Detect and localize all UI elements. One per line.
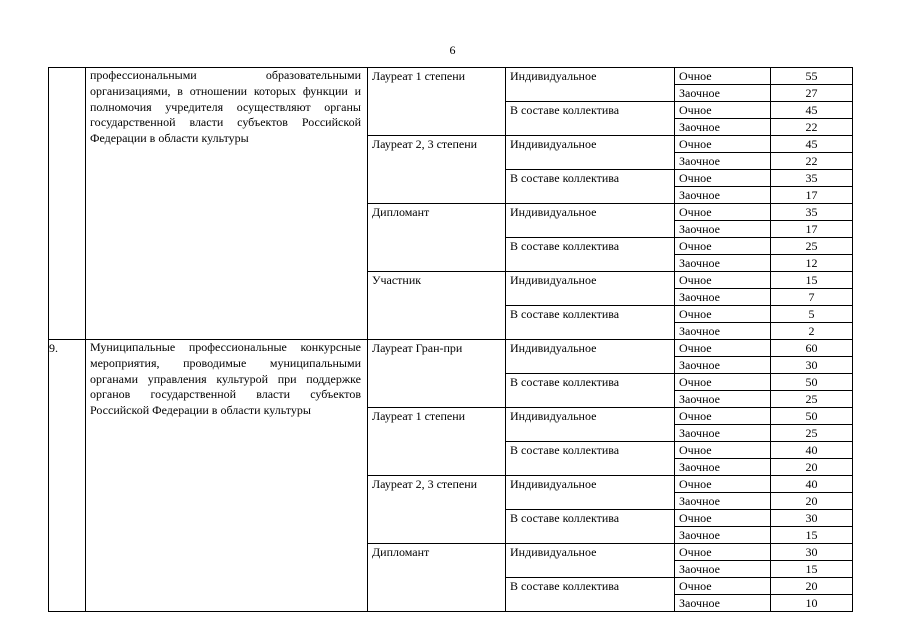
- participation-form: Заочное: [675, 493, 771, 510]
- participation-form: Очное: [675, 238, 771, 255]
- points-value: 40: [771, 442, 853, 459]
- points-value: 15: [771, 527, 853, 544]
- points-value: 25: [771, 425, 853, 442]
- participation-form: Очное: [675, 374, 771, 391]
- points-value: 45: [771, 102, 853, 119]
- participation-form: Заочное: [675, 119, 771, 136]
- participation-form: Заочное: [675, 221, 771, 238]
- participation-form: Очное: [675, 204, 771, 221]
- award-level: Дипломант: [368, 204, 506, 272]
- participation-form: Заочное: [675, 187, 771, 204]
- participation-form: Очное: [675, 170, 771, 187]
- table-row: [49, 340, 853, 357]
- points-value: 20: [771, 493, 853, 510]
- section-number: 9.: [49, 340, 86, 612]
- participation-form: Очное: [675, 510, 771, 527]
- participation-form: Заочное: [675, 323, 771, 340]
- points-value: 5: [771, 306, 853, 323]
- points-value: 25: [771, 391, 853, 408]
- points-value: 35: [771, 170, 853, 187]
- participation-form: Очное: [675, 442, 771, 459]
- participation-form: Очное: [675, 340, 771, 357]
- participation-form: Очное: [675, 68, 771, 85]
- participation-type: Индивидуальное: [506, 204, 675, 238]
- table-body: [49, 68, 853, 612]
- participation-type: Индивидуальное: [506, 544, 675, 578]
- participation-form: Заочное: [675, 561, 771, 578]
- participation-type: Индивидуальное: [506, 476, 675, 510]
- points-value: 17: [771, 221, 853, 238]
- participation-form: Заочное: [675, 153, 771, 170]
- participation-form: Очное: [675, 408, 771, 425]
- points-value: 50: [771, 374, 853, 391]
- points-value: 30: [771, 544, 853, 561]
- table-row: [49, 68, 853, 85]
- participation-type: Индивидуальное: [506, 272, 675, 306]
- section-description: профессиональными образовательными организациями, в отношении которых функции и полномочия учредителя осуществляют органы государственной власти субъектов Российской Федерации в области культуры: [86, 68, 368, 340]
- award-points-table: [48, 67, 853, 612]
- participation-type: В составе коллектива: [506, 510, 675, 544]
- participation-form: Очное: [675, 272, 771, 289]
- points-value: 17: [771, 187, 853, 204]
- points-value: 15: [771, 272, 853, 289]
- points-value: 30: [771, 357, 853, 374]
- points-value: 12: [771, 255, 853, 272]
- points-value: 20: [771, 578, 853, 595]
- section-description: Муниципальные профессиональные конкурсные мероприятия, проводимые муниципальными органами управления культурой при поддержке органов государственной власти субъектов Российской Федерации в области культуры: [86, 340, 368, 612]
- points-value: 40: [771, 476, 853, 493]
- points-value: 50: [771, 408, 853, 425]
- points-value: 45: [771, 136, 853, 153]
- section-number: [49, 68, 86, 340]
- participation-form: Заочное: [675, 425, 771, 442]
- participation-type: Индивидуальное: [506, 340, 675, 374]
- award-level: Лауреат Гран-при: [368, 340, 506, 408]
- award-level: Лауреат 1 степени: [368, 68, 506, 136]
- participation-type: В составе коллектива: [506, 578, 675, 612]
- participation-form: Заочное: [675, 255, 771, 272]
- points-value: 55: [771, 68, 853, 85]
- participation-form: Заочное: [675, 527, 771, 544]
- participation-type: Индивидуальное: [506, 68, 675, 102]
- points-value: 2: [771, 323, 853, 340]
- points-value: 30: [771, 510, 853, 527]
- points-value: 10: [771, 595, 853, 612]
- participation-form: Заочное: [675, 357, 771, 374]
- points-value: 22: [771, 119, 853, 136]
- participation-form: Очное: [675, 578, 771, 595]
- participation-type: В составе коллектива: [506, 238, 675, 272]
- participation-type: Индивидуальное: [506, 136, 675, 170]
- award-level: Лауреат 1 степени: [368, 408, 506, 476]
- award-level: Дипломант: [368, 544, 506, 612]
- participation-form: Очное: [675, 544, 771, 561]
- participation-form: Заочное: [675, 595, 771, 612]
- participation-type: В составе коллектива: [506, 442, 675, 476]
- participation-form: Очное: [675, 476, 771, 493]
- points-value: 20: [771, 459, 853, 476]
- participation-form: Заочное: [675, 459, 771, 476]
- participation-form: Заочное: [675, 85, 771, 102]
- participation-type: В составе коллектива: [506, 374, 675, 408]
- award-level: Участник: [368, 272, 506, 340]
- points-value: 35: [771, 204, 853, 221]
- participation-type: В составе коллектива: [506, 102, 675, 136]
- participation-form: Очное: [675, 136, 771, 153]
- points-value: 7: [771, 289, 853, 306]
- points-value: 60: [771, 340, 853, 357]
- points-value: 27: [771, 85, 853, 102]
- points-value: 22: [771, 153, 853, 170]
- participation-form: Заочное: [675, 289, 771, 306]
- participation-form: Очное: [675, 306, 771, 323]
- award-level: Лауреат 2, 3 степени: [368, 136, 506, 204]
- page-number: 6: [449, 43, 456, 57]
- award-level: Лауреат 2, 3 степени: [368, 476, 506, 544]
- participation-form: Очное: [675, 102, 771, 119]
- participation-type: В составе коллектива: [506, 306, 675, 340]
- participation-type: В составе коллектива: [506, 170, 675, 204]
- points-value: 25: [771, 238, 853, 255]
- participation-type: Индивидуальное: [506, 408, 675, 442]
- participation-form: Заочное: [675, 391, 771, 408]
- points-value: 15: [771, 561, 853, 578]
